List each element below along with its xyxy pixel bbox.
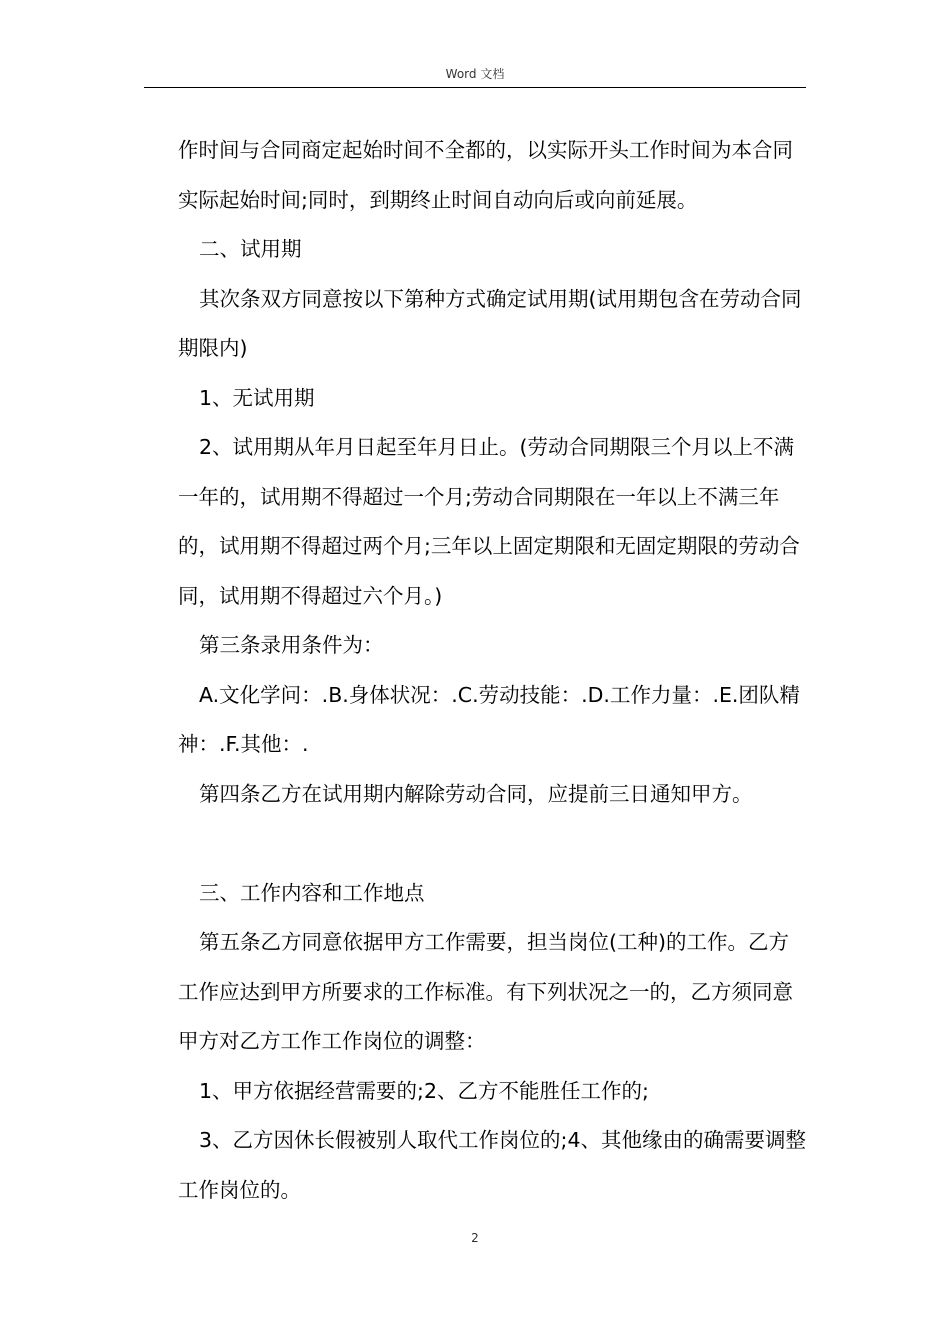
paragraph: 2、试用期从年月日起至年月日止。(劳动合同期限三个月以上不满一年的，试用期不得超过一个月;劳动合同期限在一年以上不满三年的，试用期不得超过两个月;三年以上固定期限和无固定期限的劳动合同，试用期不得超过六个月。) <box>178 435 800 608</box>
paragraph: 第五条乙方同意依据甲方工作需要，担当岗位(工种)的工作。乙方工作应达到甲方所要求的工作标准。有下列状况之一的，乙方须同意甲方对乙方工作工作岗位的调整： <box>178 930 793 1053</box>
page-number: 2 <box>471 1231 479 1245</box>
paragraph: 1、甲方依据经营需要的;2、乙方不能胜任工作的; <box>199 1078 649 1103</box>
paragraph: 三、工作内容和工作地点 <box>199 880 425 905</box>
paragraph: 二、试用期 <box>199 237 302 261</box>
paragraph: 作时间与合同商定起始时间不全都的，以实际开头工作时间为本合同实际起始时间;同时，到期终止时间自动向后或向前延展。 <box>178 138 793 212</box>
page-header: Word 文档 <box>445 67 505 81</box>
document-body <box>178 126 808 1215</box>
paragraph: 其次条双方同意按以下第种方式确定试用期(试用期包含在劳动合同期限内) <box>178 286 802 360</box>
paragraph: 1、无试用期 <box>199 385 315 410</box>
header-divider <box>144 87 806 88</box>
paragraph: 3、乙方因休长假被别人取代工作岗位的;4、其他缘由的确需要调整工作岗位的。 <box>178 1128 806 1202</box>
paragraph: A.文化学问：.B.身体状况：.C.劳动技能：.D.工作力量：.E.团队精神：.F.其他：. <box>178 682 800 756</box>
paragraph: 第三条录用条件为： <box>199 633 384 657</box>
paragraph: 第四条乙方在试用期内解除劳动合同，应提前三日通知甲方。 <box>199 781 753 806</box>
paragraph-spacer <box>178 819 808 869</box>
